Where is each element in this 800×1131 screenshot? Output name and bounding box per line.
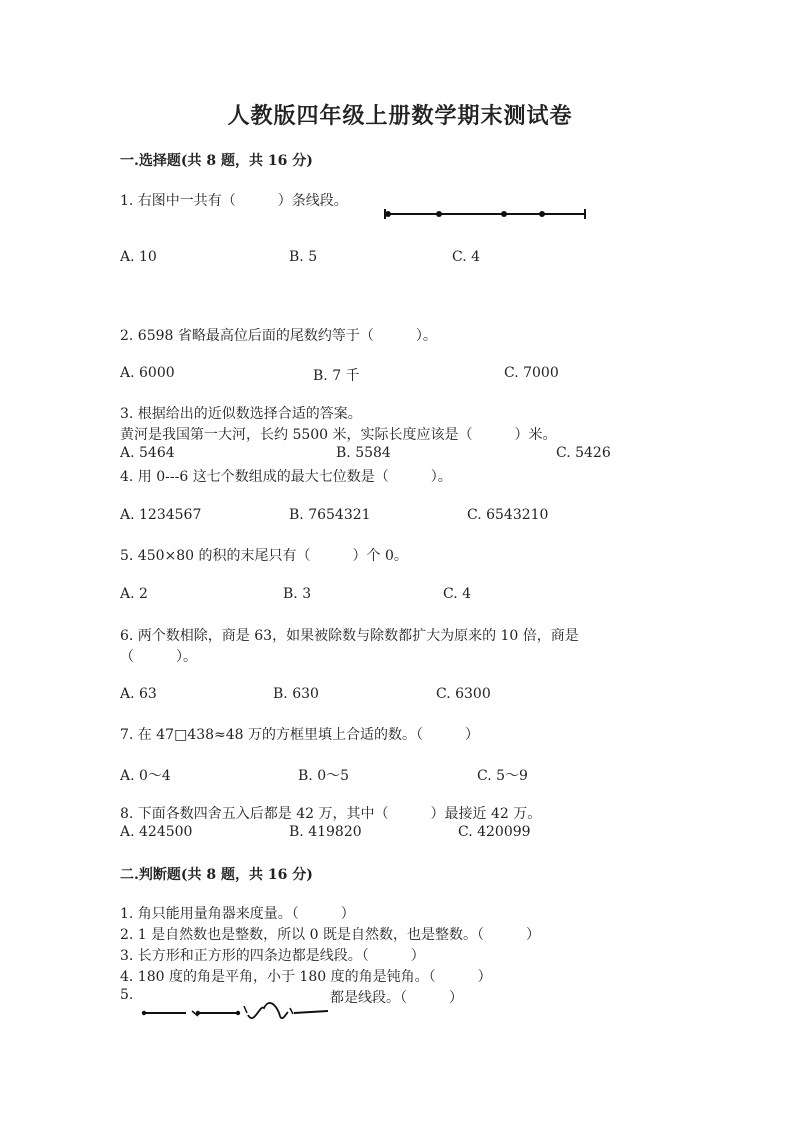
- q7-option-b[interactable]: B. 0～5: [298, 768, 350, 784]
- question-6-stem-2: （ ）。: [120, 649, 197, 665]
- judgment-item-3: 3. 长方形和正方形的四条边都是线段。（ ）: [120, 948, 425, 964]
- q6-option-c[interactable]: C. 6300: [436, 686, 491, 702]
- q7-option-c[interactable]: C. 5～9: [477, 768, 528, 784]
- q3-option-c[interactable]: C. 5426: [556, 445, 611, 461]
- question-6-stem: 6. 两个数相除，商是 63，如果被除数与除数都扩大为原来的 10 倍，商是: [120, 628, 579, 644]
- q8-option-b[interactable]: B. 419820: [289, 824, 362, 840]
- judgment-item-4: 4. 180 度的角是平角，小于 180 度的角是钝角。（ ）: [120, 969, 492, 985]
- q4-option-a[interactable]: A. 1234567: [120, 507, 202, 523]
- section-heading-judgment: 二.判断题(共 8 题，共 16 分): [120, 867, 313, 883]
- question-5-stem: 5. 450×80 的积的末尾只有（ ）个 0。: [120, 548, 408, 564]
- q3-option-b[interactable]: B. 5584: [336, 445, 391, 461]
- q3-option-a[interactable]: A. 5464: [120, 445, 175, 461]
- q2-option-b[interactable]: B. 7 千: [313, 368, 360, 384]
- q1-option-c[interactable]: C. 4: [452, 249, 481, 265]
- segments-wave-figure: [140, 994, 330, 1024]
- q5-option-c[interactable]: C. 4: [443, 586, 472, 602]
- judgment-item-2: 2. 1 是自然数也是整数，所以 0 既是自然数，也是整数。（ ）: [120, 927, 540, 943]
- q4-option-c[interactable]: C. 6543210: [467, 507, 549, 523]
- q5-option-b[interactable]: B. 3: [283, 586, 312, 602]
- q4-option-b[interactable]: B. 7654321: [289, 507, 371, 523]
- q7-option-a[interactable]: A. 0～4: [120, 768, 171, 784]
- question-3-stem: 3. 根据给出的近似数选择合适的答案。: [120, 406, 362, 422]
- line-segment-figure: [380, 208, 590, 220]
- q8-option-c[interactable]: C. 420099: [458, 824, 531, 840]
- q1-option-b[interactable]: B. 5: [289, 249, 318, 265]
- q1-option-a[interactable]: A. 10: [120, 249, 157, 265]
- q5-option-a[interactable]: A. 2: [120, 586, 148, 602]
- question-8-stem: 8. 下面各数四舍五入后都是 42 万，其中（ ）最接近 42 万。: [120, 806, 542, 822]
- judgment-item-5-tail: 都是线段。（ ）: [330, 990, 463, 1006]
- question-3-stem-2: 黄河是我国第一大河，长约 5500 米，实际长度应该是（ ）米。: [120, 427, 557, 443]
- q2-option-a[interactable]: A. 6000: [120, 365, 175, 381]
- q2-option-c[interactable]: C. 7000: [504, 365, 559, 381]
- question-7-stem: 7. 在 47□438≈48 万的方框里填上合适的数。（ ）: [120, 727, 480, 743]
- question-4-stem: 4. 用 0---6 这七个数组成的最大七位数是（ ）。: [120, 469, 452, 485]
- q6-option-a[interactable]: A. 63: [120, 686, 157, 702]
- question-1-stem: 1. 右图中一共有（ ）条线段。: [120, 193, 348, 209]
- question-2-stem: 2. 6598 省略最高位后面的尾数约等于（ ）。: [120, 328, 437, 344]
- q8-option-a[interactable]: A. 424500: [120, 824, 193, 840]
- q6-option-b[interactable]: B. 630: [273, 686, 319, 702]
- judgment-item-5: 5.: [120, 987, 134, 1003]
- judgment-item-1: 1. 角只能用量角器来度量。（ ）: [120, 906, 355, 922]
- section-heading-choice: 一.选择题(共 8 题，共 16 分): [120, 153, 313, 169]
- page-title: 人教版四年级上册数学期末测试卷: [227, 103, 573, 129]
